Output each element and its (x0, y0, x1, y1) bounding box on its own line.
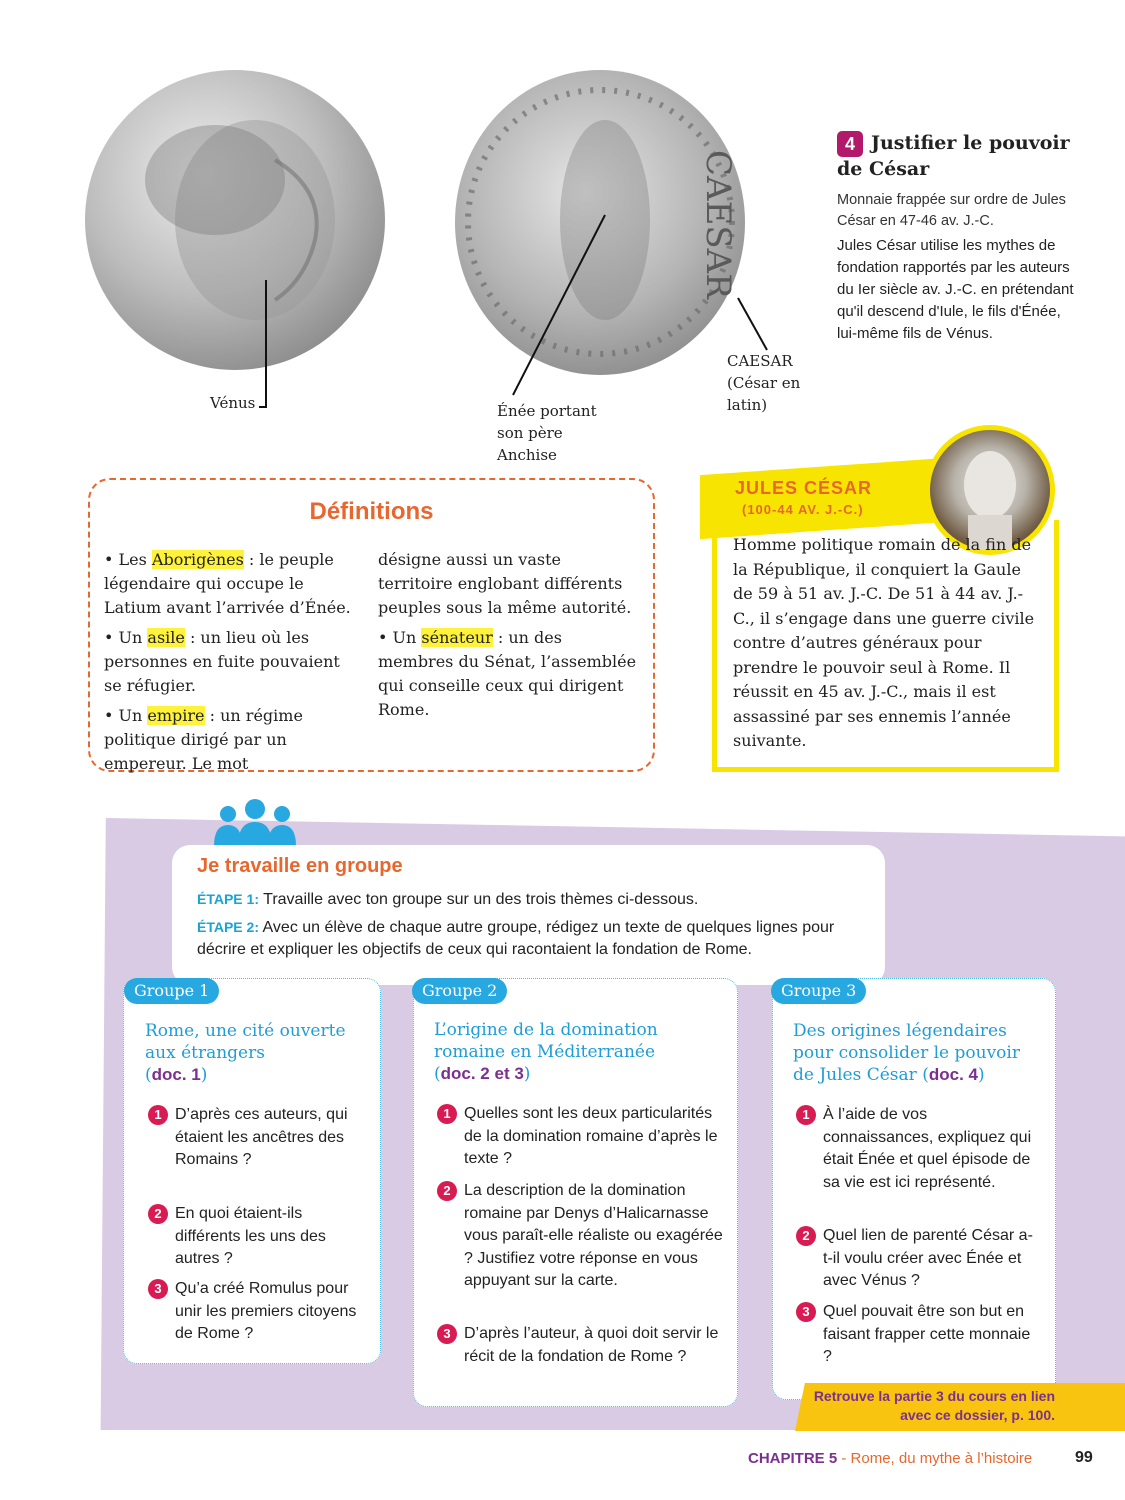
doc-number-badge: 4 (837, 131, 863, 157)
group-3-question-2-number: 2 (796, 1226, 816, 1246)
term-asile[interactable]: asile (147, 628, 185, 647)
term-aborigenes[interactable]: Aborigènes (151, 550, 244, 569)
bust-image (930, 430, 1050, 550)
definition-asile: • Un asile : un lieu où les personnes en fuite pouvaient se réfugier. (104, 628, 340, 695)
group-3-question-3: Quel pouvait être son but en faisant frapper cette monnaie ? (823, 1303, 1031, 1365)
group-people-icon (210, 798, 300, 848)
definitions-title: Définitions (309, 498, 434, 525)
group-3-question-2: Quel lien de parenté César a-t-il voulu créer avec Énée et avec Vénus ? (823, 1227, 1033, 1289)
group-3-question-1: À l’aide de vos connaissances, expliquez qui était Énée et quel épisode de sa vie est ici représenté. (823, 1106, 1032, 1191)
group-2-tab: Groupe 2 (412, 978, 507, 1004)
group-3-doc-ref[interactable]: doc. 4 (928, 1065, 978, 1084)
coin-obverse-venus (85, 70, 385, 370)
definition-empire: • Un empire : un régime politique dirigé par un empereur. Le mot (104, 706, 303, 773)
definition-senateur: • Un sénateur : un des membres du Sénat, l’assemblée qui conseille ceux qui dirigent Rome. (378, 628, 637, 719)
chapter-title: - Rome, du mythe à l’histoire (837, 1450, 1033, 1467)
group-3-question-3-number: 3 (796, 1302, 816, 1322)
definitions-box (88, 478, 655, 772)
term-empire[interactable]: empire (147, 706, 205, 725)
doc-description: Jules César utilise les mythes de fondation rapportés par les auteurs du Ier siècle av. J.-C. en prétendant qu'il descend d'Iule, le fils d'Énée, lui-même fils de Vénus. (837, 237, 1074, 342)
definition-empire-continued: désigne aussi un vaste territoire englobant différents peuples sous la même autorité. (378, 550, 632, 617)
group-1-question-1: D’après ces auteurs, qui étaient les ancêtres des Romains ? (175, 1106, 348, 1168)
jules-cesar-name: JULES CÉSAR (735, 478, 873, 498)
group-2-doc-ref[interactable]: doc. 2 et 3 (440, 1064, 524, 1083)
group-work-title: Je travaille en groupe (197, 855, 403, 877)
venus-caption: Vénus (210, 394, 256, 412)
group-1-question-2-number: 2 (148, 1204, 168, 1224)
group-1-tab: Groupe 1 (124, 978, 219, 1004)
page-number: 99 (1075, 1449, 1093, 1466)
group-3-tab: Groupe 3 (771, 978, 866, 1004)
step-1 (197, 888, 877, 911)
caesar-legend: CAESAR (698, 150, 738, 299)
group-2-theme: L’origine de la domination romaine en Méditerranée (doc. 2 et 3) (434, 1020, 658, 1084)
definition-aborigenes: • Les Aborigènes : le peuple légendaire qui occupe le Latium avant l’arrivée d’Énée. (104, 550, 351, 617)
caesar-caption: CAESAR (César en latin) (727, 352, 801, 414)
definitions-column-left (104, 548, 360, 782)
group-2-question-1-number: 1 (437, 1104, 457, 1124)
venus-pointer-line (265, 280, 267, 408)
footer-chapter (748, 1450, 1032, 1467)
group-2-question-3-number: 3 (437, 1324, 457, 1344)
enee-pointer-line (505, 210, 615, 400)
group-1-doc-ref[interactable]: doc. 1 (151, 1065, 201, 1084)
group-1-question-2: En quoi étaient-ils différents les uns des autres ? (175, 1205, 326, 1267)
group-3-theme: Des origines légendaires pour consolider le pouvoir de Jules César (doc. 4) (793, 1021, 1020, 1085)
group-1-question-3: Qu’a créé Romulus pour unir les premiers citoyens de Rome ? (175, 1280, 357, 1342)
enee-caption: Énée portant son père Anchise (497, 402, 597, 464)
jules-cesar-dates: (100-44 AV. J.-C.) (742, 502, 864, 517)
step-2 (197, 916, 877, 961)
step-2-label: ÉTAPE 2: (197, 919, 259, 935)
chapter-label: CHAPITRE 5 (748, 1450, 838, 1467)
group-2-question-2: La description de la domination romaine par Denys d’Halicarnasse vous paraît-elle réaliste ou exagérée ? Justifiez votre réponse en vous appuyant sur la carte. (464, 1182, 723, 1289)
venus-pointer-tick (259, 406, 267, 408)
jules-cesar-bio: Homme politique romain de la fin de la République, il conquiert la Gaule de 59 à 51 av. J.-C. De 51 à 44 av. J.-C., il s’engage dans une guerre civile contre d’autres généraux pour prendre le pouvoir seul à Rome. Il réussit en 45 av. J.-C., mais il est assassiné par ses ennemis l’année suivante. (733, 535, 1035, 750)
venus-head-relief (85, 70, 385, 370)
doc-title: Justifier le pouvoir de César (837, 132, 1070, 180)
group-1-question-1-number: 1 (148, 1105, 168, 1125)
group-2-question-3: D’après l’auteur, à quoi doit servir le récit de la fondation de Rome ? (464, 1325, 719, 1365)
course-link-text[interactable]: Retrouve la partie 3 du cours en lien avec ce dossier, p. 100. (813, 1388, 1055, 1423)
step-1-label: ÉTAPE 1: (197, 891, 259, 907)
definitions-column-right (378, 548, 640, 728)
group-1-question-3-number: 3 (148, 1279, 168, 1299)
caesar-pointer-line (735, 295, 775, 355)
step-1-text: Travaille avec ton groupe sur un des trois thèmes ci-dessous. (258, 891, 699, 908)
group-1-theme: Rome, une cité ouverte aux étrangers (doc. 1) (145, 1021, 346, 1085)
doc-subtitle: Monnaie frappée sur ordre de Jules César en 47-46 av. J.-C. (837, 192, 1066, 229)
step-2-text: Avec un élève de chaque autre groupe, rédigez un texte de quelques lignes pour décrire et expliquer les objectifs de ceux qui racontaient la fondation de Rome. (197, 919, 835, 958)
group-2-question-1: Quelles sont les deux particularités de la domination romaine d’après le texte ? (464, 1105, 718, 1167)
term-senateur[interactable]: sénateur (421, 628, 493, 647)
group-2-question-2-number: 2 (437, 1181, 457, 1201)
group-3-question-1-number: 1 (796, 1105, 816, 1125)
